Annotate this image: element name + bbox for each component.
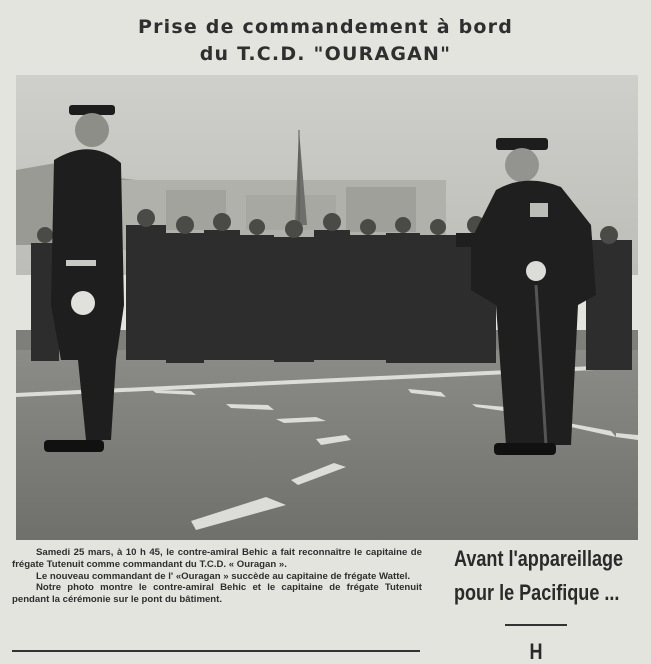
ceremony-photo	[16, 75, 638, 540]
caption-paragraph: Notre photo montre le contre-amiral Behic et le capitaine de frégate Tutenuit pendant la cérémonie sur le pont du bâtiment.	[12, 582, 422, 606]
teaser-line-1: Avant l'appareillage	[454, 546, 624, 571]
caption-divider	[12, 650, 420, 652]
next-headline-fragment: H	[529, 639, 543, 664]
article-headline	[0, 14, 651, 68]
headline-line-2: du T.C.D. "OURAGAN"	[199, 43, 452, 65]
photo-caption	[12, 547, 422, 606]
teaser-line-2: pour le Pacifique ...	[454, 580, 620, 605]
next-article-teaser	[436, 542, 636, 664]
headline-line-1: Prise de commandement à bord	[137, 16, 514, 38]
caption-paragraph: Samedi 25 mars, à 10 h 45, le contre-amiral Behic a fait reconnaître le capitaine de frégate Tutenuit comme commandant du T.C.D. « Ouragan ».	[12, 547, 422, 570]
caption-paragraph: Le nouveau commandant de l' «Ouragan » succède au capitaine de frégate Wattel.	[36, 570, 411, 582]
teaser-divider	[505, 624, 567, 626]
